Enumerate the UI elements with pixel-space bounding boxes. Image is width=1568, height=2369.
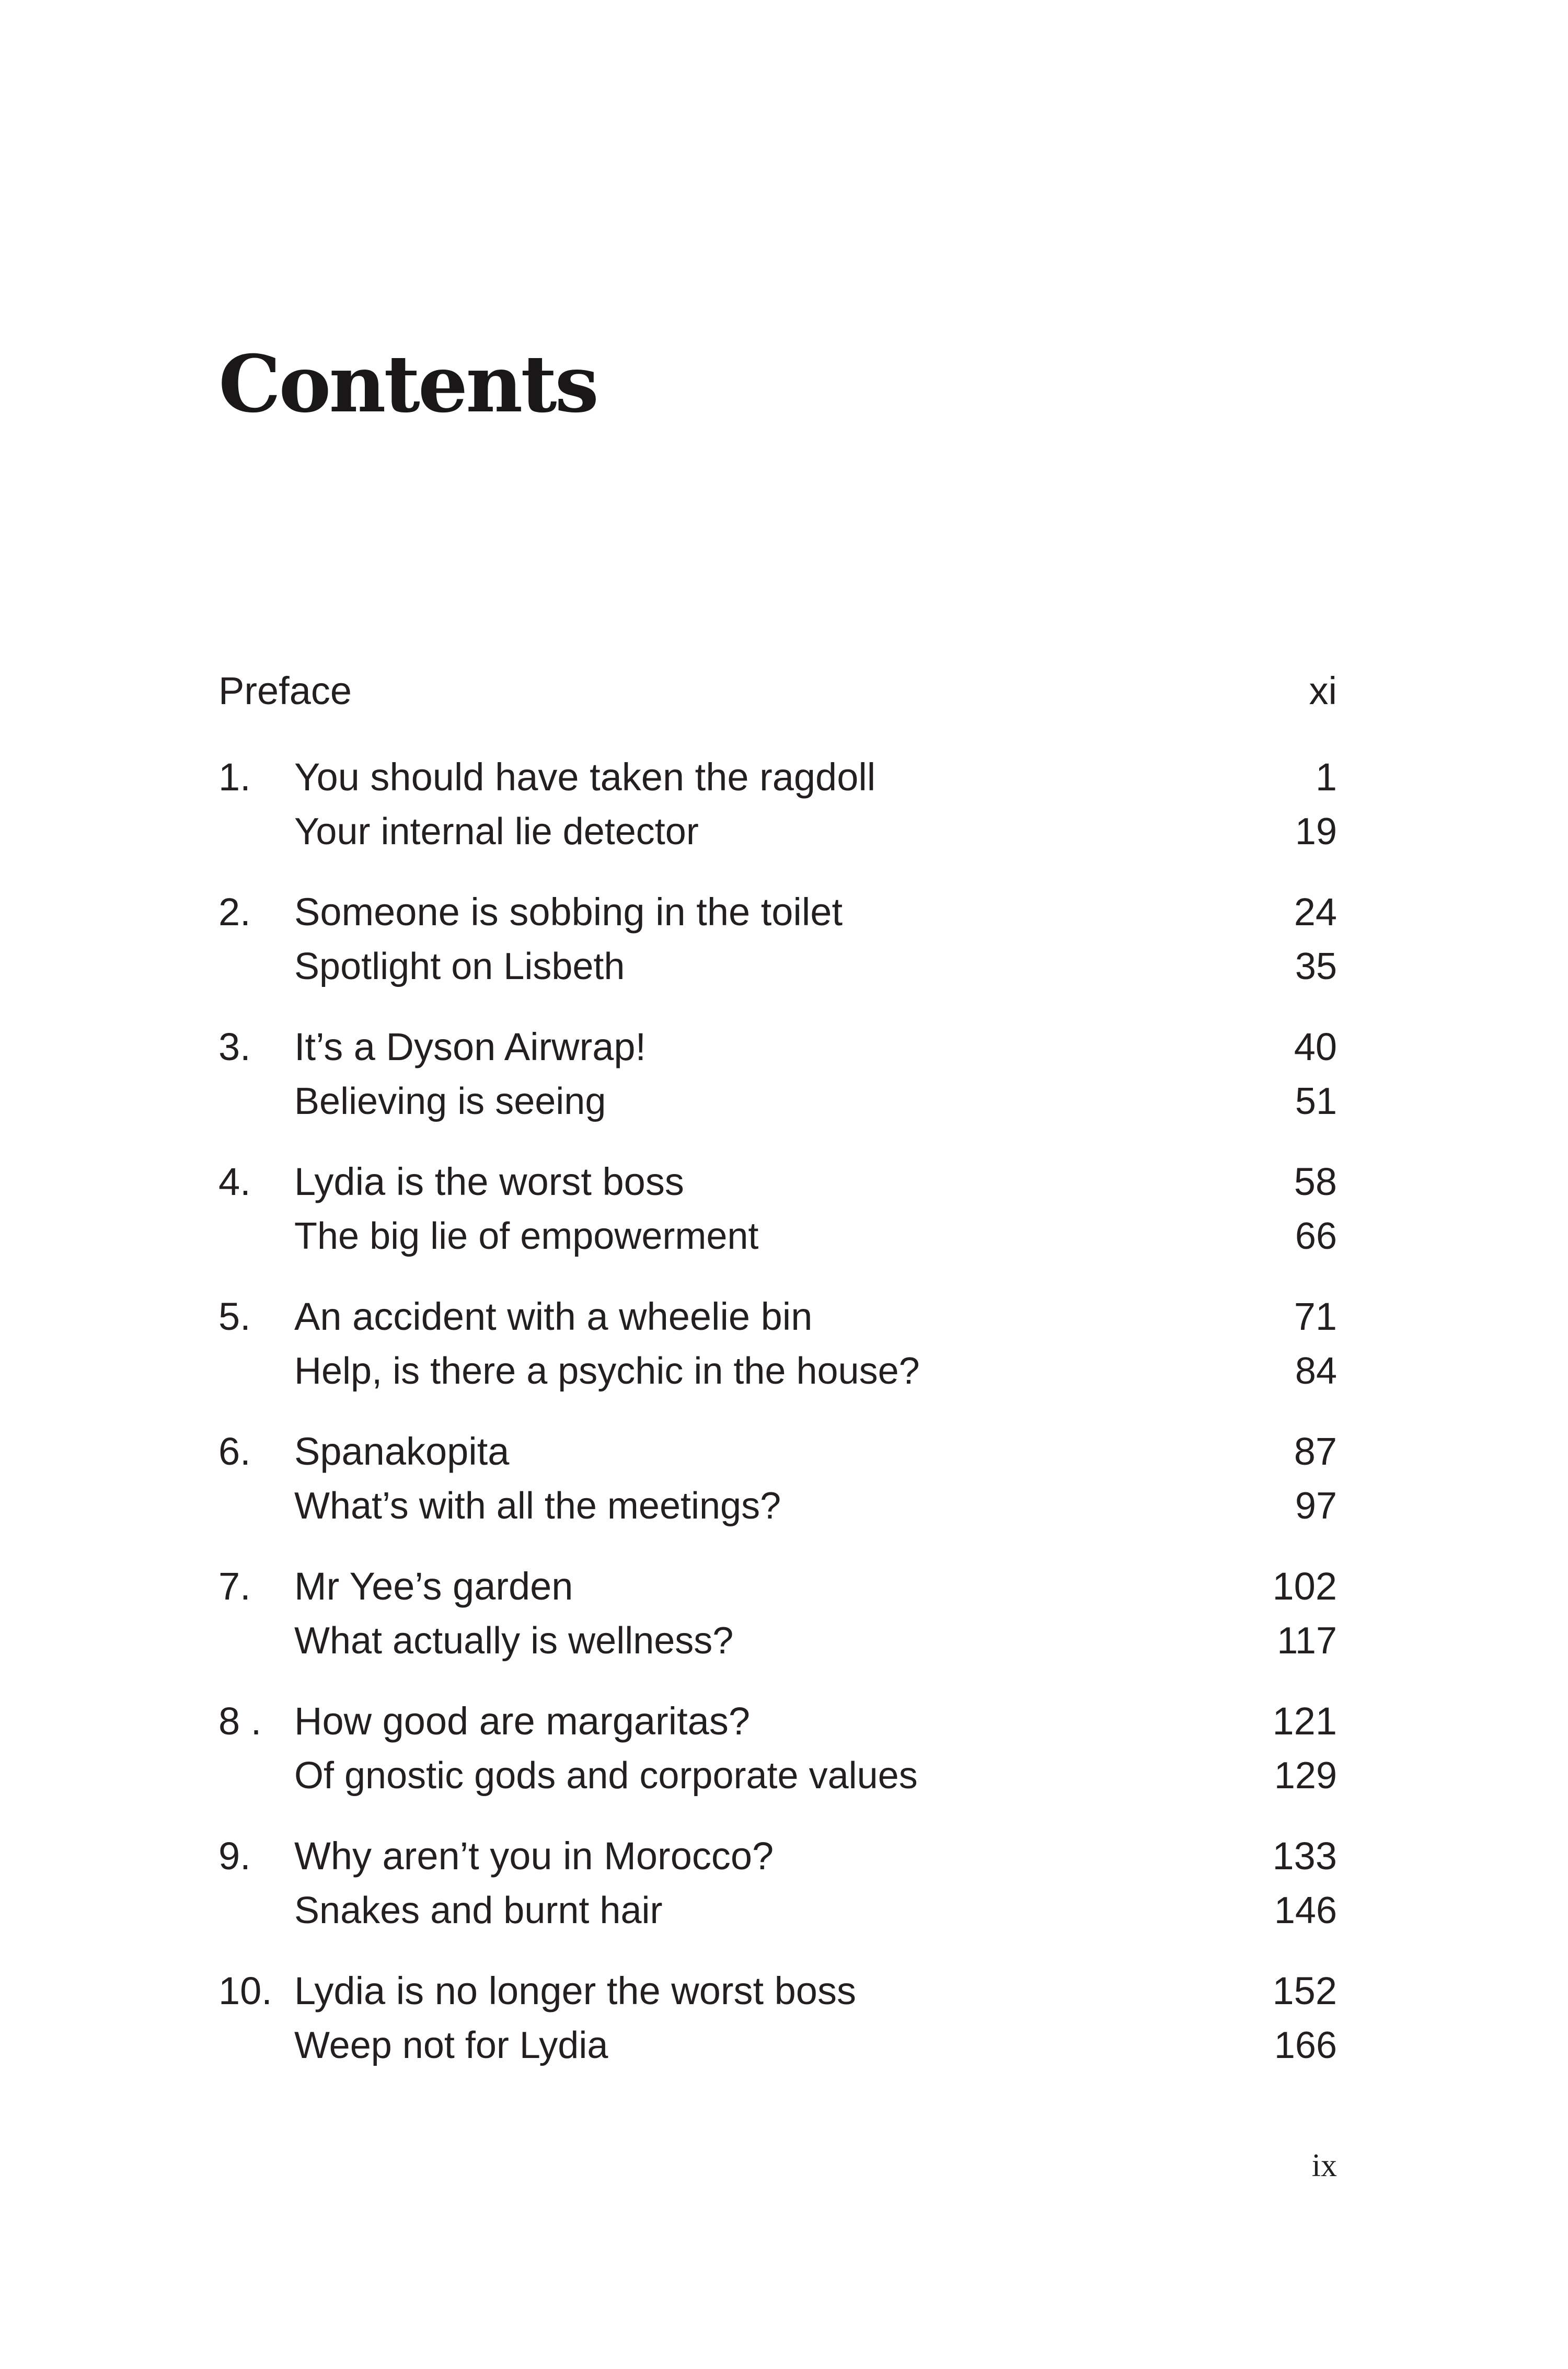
chapter-page-number: 87 — [1294, 1430, 1337, 1473]
table-of-contents — [218, 664, 1337, 2099]
section-title: Weep not for Lydia — [294, 2025, 608, 2066]
chapter-number: 3. — [218, 1025, 251, 1068]
chapter-page-number: 24 — [1294, 890, 1337, 934]
chapter-page-number: 58 — [1294, 1160, 1337, 1203]
section-page-number: 166 — [1274, 2025, 1337, 2066]
toc-entry-section[interactable] — [218, 1749, 1337, 1803]
toc-chapter — [218, 1020, 1337, 1129]
toc-entry-section[interactable] — [218, 2018, 1337, 2073]
chapter-page-number: 1 — [1315, 755, 1337, 799]
chapter-number: 6. — [218, 1430, 251, 1473]
chapter-number: 5. — [218, 1295, 251, 1338]
chapter-title: Lydia is no longer the worst boss — [294, 1969, 856, 2012]
page-title: Contents — [218, 338, 597, 430]
toc-entry-section[interactable] — [218, 1883, 1337, 1938]
chapter-number: 2. — [218, 890, 251, 934]
toc-chapter — [218, 1829, 1337, 1938]
section-page-number: 84 — [1295, 1350, 1337, 1392]
toc-entry-section[interactable] — [218, 1344, 1337, 1398]
section-title: The big lie of empowerment — [294, 1215, 759, 1257]
page-folio: ix — [1311, 2148, 1337, 2183]
chapter-title: How good are margaritas? — [294, 1699, 750, 1743]
section-page-number: 146 — [1274, 1890, 1337, 1931]
chapter-number: 8 . — [218, 1699, 262, 1743]
toc-entry-chapter[interactable] — [218, 1020, 1337, 1074]
chapter-number: 9. — [218, 1834, 251, 1878]
toc-entry-section[interactable] — [218, 804, 1337, 859]
chapter-title: Mr Yee’s garden — [294, 1565, 573, 1608]
toc-entry-chapter[interactable] — [218, 1694, 1337, 1749]
toc-entry-chapter[interactable] — [218, 1290, 1337, 1344]
chapter-number: 1. — [218, 755, 251, 799]
chapter-number: 7. — [218, 1565, 251, 1608]
toc-entry-chapter[interactable] — [218, 1424, 1337, 1479]
chapter-page-number: 152 — [1272, 1969, 1337, 2012]
toc-chapter — [218, 885, 1337, 994]
chapter-page-number: 102 — [1272, 1565, 1337, 1608]
section-page-number: 129 — [1274, 1755, 1337, 1797]
chapter-page-number: 121 — [1272, 1699, 1337, 1743]
toc-entry-section[interactable] — [218, 1074, 1337, 1129]
toc-chapter — [218, 750, 1337, 859]
section-title: Of gnostic gods and corporate values — [294, 1755, 918, 1797]
toc-entry-chapter[interactable] — [218, 1964, 1337, 2018]
chapter-page-number: 133 — [1272, 1834, 1337, 1878]
toc-entry-chapter[interactable] — [218, 885, 1337, 939]
chapter-title: You should have taken the ragdoll — [294, 755, 876, 799]
toc-chapter — [218, 1694, 1337, 1803]
section-page-number: 66 — [1295, 1215, 1337, 1257]
chapter-number: 10. — [218, 1969, 272, 2012]
preface-page-number: xi — [1309, 669, 1337, 712]
section-title: What’s with all the meetings? — [294, 1485, 781, 1527]
toc-entry-chapter[interactable] — [218, 1155, 1337, 1209]
toc-entry-preface[interactable] — [218, 664, 1337, 718]
chapter-page-number: 40 — [1294, 1025, 1337, 1068]
section-page-number: 35 — [1295, 946, 1337, 987]
section-title: Help, is there a psychic in the house? — [294, 1350, 920, 1392]
toc-entry-section[interactable] — [218, 1614, 1337, 1668]
chapter-page-number: 71 — [1294, 1295, 1337, 1338]
section-title: Believing is seeing — [294, 1080, 606, 1122]
toc-entry-chapter[interactable] — [218, 1559, 1337, 1614]
section-title: Spotlight on Lisbeth — [294, 946, 625, 987]
section-title: Your internal lie detector — [294, 811, 699, 853]
section-page-number: 51 — [1295, 1080, 1337, 1122]
chapter-title: An accident with a wheelie bin — [294, 1295, 813, 1338]
preface-label: Preface — [218, 669, 352, 712]
chapter-number: 4. — [218, 1160, 251, 1203]
toc-entry-section[interactable] — [218, 1209, 1337, 1263]
section-title: What actually is wellness? — [294, 1620, 734, 1662]
section-page-number: 97 — [1295, 1485, 1337, 1527]
toc-chapter — [218, 1559, 1337, 1668]
toc-entry-section[interactable] — [218, 1479, 1337, 1533]
chapter-title: Someone is sobbing in the toilet — [294, 890, 843, 934]
section-page-number: 117 — [1277, 1620, 1337, 1662]
chapter-title: It’s a Dyson Airwrap! — [294, 1025, 647, 1068]
toc-entry-section[interactable] — [218, 939, 1337, 994]
section-page-number: 19 — [1295, 811, 1337, 853]
toc-entry-chapter[interactable] — [218, 1829, 1337, 1883]
chapter-title: Lydia is the worst boss — [294, 1160, 684, 1203]
chapter-title: Why aren’t you in Morocco? — [294, 1834, 774, 1878]
section-title: Snakes and burnt hair — [294, 1890, 663, 1931]
toc-chapter — [218, 1155, 1337, 1263]
toc-chapter — [218, 1424, 1337, 1533]
chapter-title: Spanakopita — [294, 1430, 510, 1473]
toc-chapter — [218, 1290, 1337, 1398]
toc-chapter — [218, 1964, 1337, 2073]
toc-entry-chapter[interactable] — [218, 750, 1337, 804]
